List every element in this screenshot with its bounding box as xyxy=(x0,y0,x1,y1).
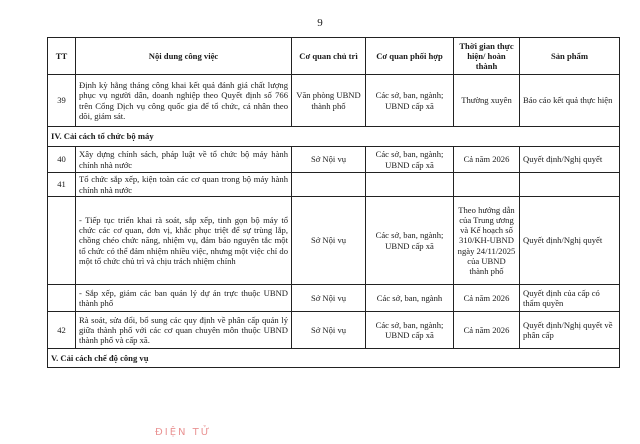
row-deadline: Cả năm 2026 xyxy=(454,285,520,312)
row-content: Định kỳ hằng tháng công khai kết quả đánh giá chất lượng phục vụ người dân, doanh nghiệp theo Quyết định số 766 trên Cổng Dịch vụ công quốc gia để tổ chức, cá nhân theo dõi, giám sát. xyxy=(76,75,292,127)
header-coop: Cơ quan phối hợp xyxy=(366,38,454,75)
row-deadline: Cả năm 2026 xyxy=(454,312,520,349)
row-coop: Các sở, ban, ngành; UBND cấp xã xyxy=(366,75,454,127)
section-row xyxy=(48,349,620,368)
row-content: Rà soát, sửa đổi, bổ sung các quy định về phân cấp quản lý giữa thành phố với các cơ quan chuyên môn thuộc UBND thành phố và cấp xã. xyxy=(76,312,292,349)
header-tt: TT xyxy=(48,38,76,75)
table-row xyxy=(48,173,620,197)
table-row xyxy=(48,147,620,173)
header-product: Sản phẩm xyxy=(520,38,620,75)
page-number: 9 xyxy=(317,17,323,29)
task-table xyxy=(47,37,620,368)
row-content: Xây dựng chính sách, pháp luật về tổ chức bộ máy hành chính nhà nước xyxy=(76,147,292,173)
table-row xyxy=(48,285,620,312)
section-row xyxy=(48,127,620,147)
row-product: Quyết định/Nghị quyết xyxy=(520,197,620,285)
row-content: - Sắp xếp, giảm các ban quản lý dự án trực thuộc UBND thành phố xyxy=(76,285,292,312)
row-content: Tổ chức sắp xếp, kiện toàn các cơ quan trong bộ máy hành chính nhà nước xyxy=(76,173,292,197)
row-product: Quyết định/Nghị quyết xyxy=(520,147,620,173)
row-coop: Các sở, ban, ngành; UBND cấp xã xyxy=(366,312,454,349)
row-coop: Các sở, ban, ngành; UBND cấp xã xyxy=(366,147,454,173)
row-deadline: Theo hướng dẫn của Trung ương và Kế hoạch số 310/KH-UBND ngày 24/11/2025 của UBND thành phố xyxy=(454,197,520,285)
row-content: - Tiếp tục triển khai rà soát, sắp xếp, tinh gọn bộ máy tổ chức các cơ quan, đơn vị, khắc phục triệt để sự trùng lắp, chồng chéo chức năng, nhiệm vụ, đảm bảo nguyên tắc một tổ chức có thể đảm nhiệm nhiều việc, nhưng một việc chỉ do một tổ chức chủ trì và chịu trách nhiệm chính xyxy=(76,197,292,285)
header-lead: Cơ quan chủ trì xyxy=(292,38,366,75)
row-lead: Sở Nội vụ xyxy=(292,285,366,312)
row-lead: Sở Nội vụ xyxy=(292,147,366,173)
row-tt: 42 xyxy=(48,312,76,349)
section-title: IV. Cải cách tổ chức bộ máy xyxy=(48,127,620,147)
row-coop: Các sở, ban, ngành xyxy=(366,285,454,312)
table-row xyxy=(48,197,620,285)
row-lead: Sở Nội vụ xyxy=(292,197,366,285)
row-tt: 39 xyxy=(48,75,76,127)
row-lead: Sở Nội vụ xyxy=(292,312,366,349)
header-content: Nội dung công việc xyxy=(76,38,292,75)
section-title: V. Cải cách chế độ công vụ xyxy=(48,349,620,368)
header-deadline: Thời gian thực hiện/ hoàn thành xyxy=(454,38,520,75)
row-product: Báo cáo kết quả thực hiện xyxy=(520,75,620,127)
table-row xyxy=(48,312,620,349)
row-coop: Các sở, ban, ngành; UBND cấp xã xyxy=(366,197,454,285)
row-tt: 41 xyxy=(48,173,76,197)
header-row xyxy=(48,38,620,75)
row-product: Quyết định/Nghị quyết về phân cấp xyxy=(520,312,620,349)
row-lead: Văn phòng UBND thành phố xyxy=(292,75,366,127)
row-product: Quyết định của cấp có thẩm quyền xyxy=(520,285,620,312)
row-deadline: Thường xuyên xyxy=(454,75,520,127)
row-tt: 40 xyxy=(48,147,76,173)
row-deadline: Cả năm 2026 xyxy=(454,147,520,173)
table-row xyxy=(48,75,620,127)
signature-stamp: ĐIỆN TỬ xyxy=(155,427,212,438)
